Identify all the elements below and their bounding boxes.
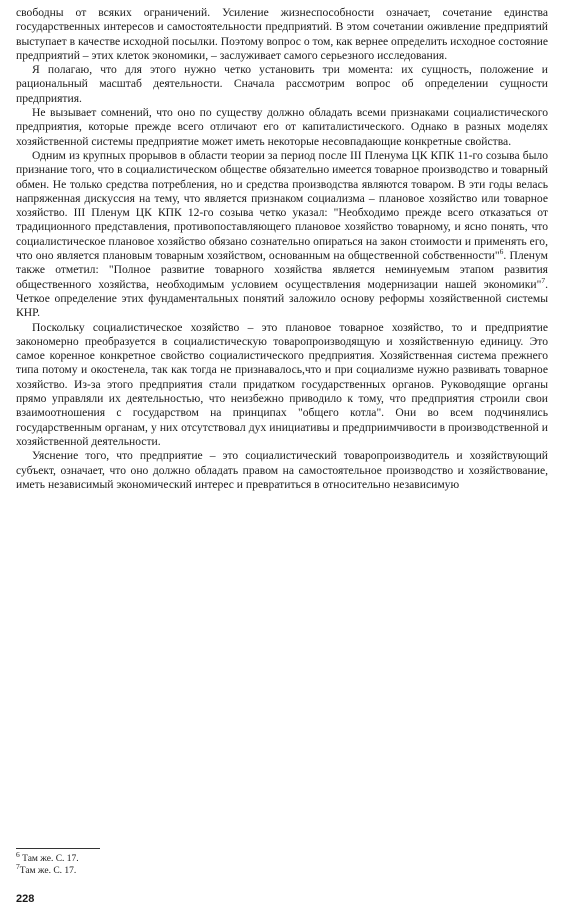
footnote-text: Там же. С. 17. <box>19 865 77 876</box>
paragraph <box>16 6 548 63</box>
footnote-reference: 6 <box>499 247 504 257</box>
paragraph-text: Я полагаю, что для этого нужно четко установить три момента: их сущность, положение и рациональный масштаб деятельности. Сначала рассмотрим вопрос об определении сущности предприятия. <box>16 63 548 105</box>
paragraph <box>16 449 548 492</box>
paragraph-text: Уяснение того, что предприятие – это социалистический товаропроизводитель и хозяйствующий субъект, означает, что оно должно обладать правом на самостоятельное производство и хозяйствование, иметь независимый экономический интерес и превратиться в относительно независимую <box>16 449 548 491</box>
footnote <box>16 861 79 878</box>
footnote-mark: 6 <box>16 849 20 859</box>
footnote-divider <box>16 848 100 849</box>
footnote-reference: 7 <box>541 275 546 285</box>
footnote-text: Там же. С. 17. <box>19 854 79 864</box>
paragraph <box>16 149 548 321</box>
paragraph-text: Не вызывает сомнений, что оно по существу должно обладать всеми признаками социалистического предприятия, которые прежде всего отличают его от капиталистического. Однако в разных моделях хозяйственной системы предприятие может иметь некоторые несовпадающие конкретные свойства. <box>16 106 548 148</box>
paragraph-text: Одним из крупных прорывов в области теории за период после III Пленума ЦК КПК 11-го созыва было признание того, что в социалистическом обществе обязательно имеется товарное производство и товарный обмен. Не только средства потребления, но и средства производства являются товаром. В эти годы велась напряженная дискуссия на тему, что является признаком социализма – плановое хозяйство или товарное хозяйство. III Пленум ЦК КПК 12-го созыва четко указал: "Необходимо прежде всего отказаться от традиционного представления, противопоставляющего плановое хозяйство товарному, и ясно понять, что социалистическое плановое хозяйство обязано сознательно опираться на закон стоимости и применять его, что оно является плановым товарным хозяйством, основанным на общественной собственности" <box>16 148 548 263</box>
page-number: 228 <box>16 893 35 905</box>
footnotes <box>16 849 79 877</box>
paragraph <box>16 106 548 149</box>
paragraph-text: свободны от всяких ограничений. Усиление жизнеспособности означает, сочетание единства государственных интересов и самостоятельности предприятий. В этом сочетании оживление предприятий выступает в качестве исходной посылки. Поэтому вопрос о том, как вернее определить исходное состояние предприятий – этих клеток экономики, – заслуживает самого серьезного исследования. <box>16 6 548 62</box>
paragraph <box>16 63 548 106</box>
main-text <box>16 6 548 492</box>
paragraph <box>16 321 548 450</box>
paragraph-text: . Пленум также отметил: "Полное развитие товарного хозяйства является неминуемым этапом развития общественного хозяйства, необходимым условием осуществления модернизации нашей экономики" <box>16 249 548 291</box>
footnote <box>16 849 79 866</box>
footnote-mark: 7 <box>16 861 20 871</box>
paragraph-text: . Четкое определение этих фундаментальных понятий заложило основу реформы хозяйственной системы КНР. <box>16 277 548 320</box>
paragraph-text: Поскольку социалистическое хозяйство – это плановое товарное хозяйство, то и предприятие закономерно преобразуется в социалистическую товаропроизводящую и хозяйственную единицу. Это самое коренное конкретное свойство социалистического предприятия. Хозяйственная система прежнего типа потому и окостенела, так как тогда не признавалось,что и при социализме нужно развивать товарное хозяйство. Из-за этого предприятия стали придатком государственных органов. Руководящие органы прямо управляли их деятельностью, что неизбежно приводило к тому, что предприятия строили свои взаимоотношения с государством на принципах "общего котла". Они во всем подчинялись государственным органам, у них отсутствовал дух инициативы и предприимчивости в производственной и хозяйственной деятельности. <box>16 320 548 448</box>
